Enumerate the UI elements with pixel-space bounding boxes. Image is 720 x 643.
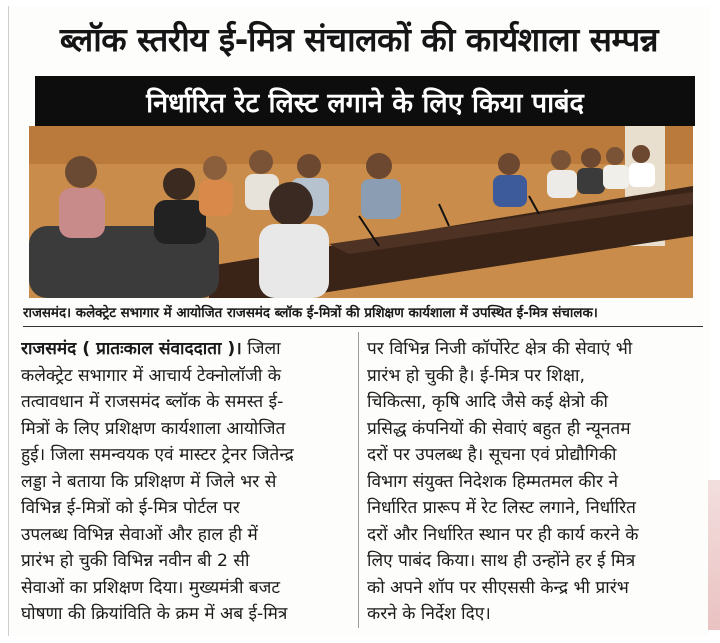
article-line: चिकित्सा, कृषि आदि जैसे कई क्षेत्रो की — [367, 392, 608, 412]
article-line: कलेक्ट्रेट सभागार में आचार्य टेक्नोलॉजी के — [21, 365, 281, 386]
article-line: को अपने शॉप पर सीएससी केन्द्र भी प्रारंभ — [367, 577, 629, 598]
article-line: जिला — [241, 339, 281, 359]
article-first-line — [21, 336, 351, 363]
adjacent-clipping-edge — [708, 480, 720, 630]
article-line: दरों और निर्धारित स्थान पर ही कार्य करने के — [367, 524, 639, 545]
article-line: विभाग संयुक्त निदेशक हिम्मतमल कीर ने — [367, 471, 619, 492]
article-line: घोषणा की क्रियांविति के क्रम में अब ई-मित्र — [21, 604, 288, 624]
photo-caption: राजसमंद। कलेक्ट्रेट सभागार में आयोजित राजसमंद ब्लॉक ई-मित्रों की प्रशिक्षण कार्यशाला में उपस्थित ई-मित्र संचालक। — [23, 306, 598, 321]
subheadline-banner: निर्धारित रेट लिस्ट लगाने के लिए किया पाबंद — [35, 76, 695, 126]
headline: ब्लॉक स्तरीय ई-मित्र संचालकों की कार्यशाला सम्पन्न — [59, 19, 659, 59]
newspaper-clipping — [8, 6, 709, 636]
article-line: सेवाओं का प्रशिक्षण दिया। मुख्यमंत्री बजट — [21, 577, 281, 598]
article-line: करने के निर्देश दिए। — [367, 604, 491, 624]
news-photo — [29, 126, 693, 298]
article-line: हुई। जिला समन्वयक एवं मास्टर ट्रेनर जितेन्द्र — [21, 445, 294, 465]
column-divider — [358, 332, 359, 628]
article-line: प्रारंभ हो चुकी है। ई-मित्र पर शिक्षा, — [367, 365, 585, 386]
article-line: उपलब्ध विभिन्न सेवाओं और हाल ही में — [21, 524, 258, 545]
article-line: लिए पाबंद किया। साथ ही उन्होंने हर ई मित्र — [367, 551, 636, 571]
article-line: निर्धारित प्रारूप में रेट लिस्ट लगाने, निर्धारित — [367, 498, 636, 518]
article-line: विभिन्न ई-मित्रों को ई-मित्र पोर्टल पर — [21, 498, 240, 518]
caption-rule — [23, 326, 703, 327]
article-line: दरों पर उपलब्ध है। सूचना एवं प्रोद्यौगिकी — [367, 445, 617, 465]
article-left-column — [21, 336, 351, 628]
article-line: तत्वावधान में राजसमंद ब्लॉक के समस्त ई- — [21, 392, 284, 412]
article-line: प्रारंभ हो चुकी विभिन्न नवीन बी 2 सी — [21, 551, 250, 571]
dateline: राजसमंद ( प्रातःकाल संवाददाता )। — [21, 339, 242, 359]
article-line: मित्रों के लिए प्रशिक्षण कार्यशाला आयोजित — [21, 418, 286, 439]
article-line: लड्डा ने बताया कि प्रशिक्षण में जिले भर से — [21, 471, 277, 492]
article-line: पर विभिन्न निजी कॉर्पोरेट क्षेत्र की सेवाएं भी — [367, 339, 633, 359]
article-line: प्रसिद्ध कंपनियों की सेवाएं बहुत ही न्यूनतम — [367, 418, 631, 439]
article-right-column — [367, 336, 697, 628]
